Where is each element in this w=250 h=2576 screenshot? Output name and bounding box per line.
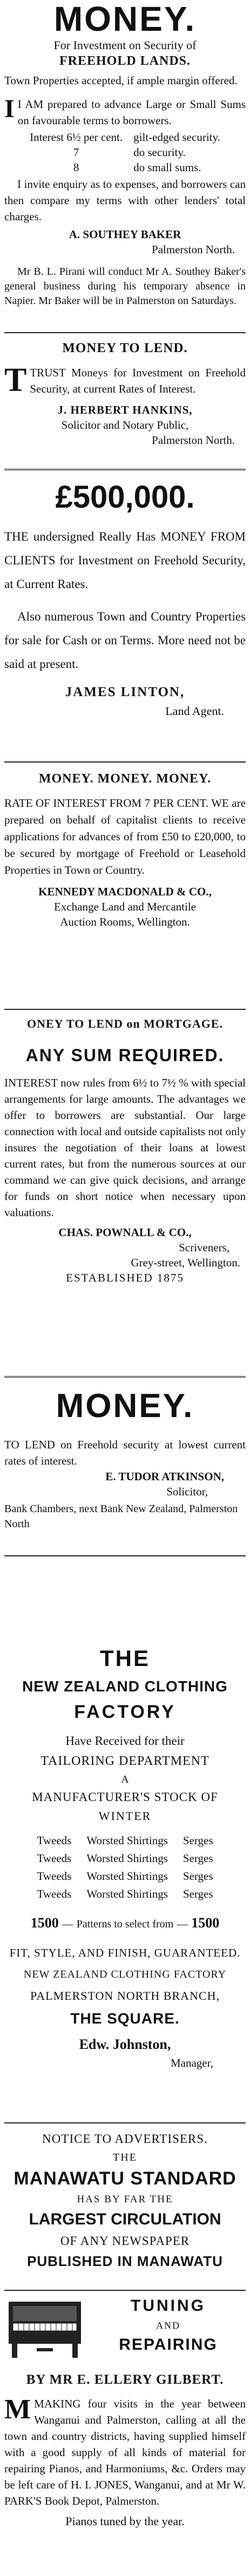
provider-name: BY MR E. ELLERY GILBERT. [26, 2372, 224, 2387]
signer-line: Exchange Land and Mercantile [54, 900, 196, 913]
signer-title: Land Agent. [165, 704, 224, 718]
company-name-repeat: NEW ZEALAND CLOTHING FACTORY [23, 1968, 227, 1980]
piano-icon [4, 2296, 85, 2361]
ad-body: TO LEND on Freehold security at lowest current rates of interest. [4, 1438, 246, 1467]
hankins-ad: MONEY TO LEND. T TRUST Moneys for Investment on Freehold Security, at current Rates of Interest. J. HERBERT HANKINS, Solicitor and Notary Public, Palmerston North. [4, 338, 246, 462]
money-freehold-ad: MONEY. For Investment on Security of FREEHOLD LANDS. Town Properties accepted, if ample margin offered. I I AM prepared to advance Large or Small Sums on favourable terms to borrowers. Interest 6½ per cent. gilt-edged security. 7 do security. 8 do small sums. I invite enquiry as to expenses, and borrowers can then compare my terms with other lenders' total charges. A. SOUTHEY BAKER Palmerston North. Mr B. L. Pirani will conduct Mr A. Southey Baker's general business during his temporary absence in Napier. Mr Baker will be in Palmerston on Saturdays. [4, 0, 246, 329]
ad-line: Have Received for their [65, 1734, 185, 1748]
signer-title: Solicitor, [166, 1485, 208, 1498]
ad-conditions: Town Properties accepted, if ample margin offered. [4, 74, 238, 87]
ad-body-2: I invite enquiry as to expenses, and borrowers can then compare my terms with other lenders' total charges. [4, 178, 246, 223]
ad-the: THE [113, 2152, 137, 2163]
company-name: NEW ZEALAND CLOTHING [22, 1678, 228, 1695]
signer-title: Solicitor and Notary Public, [61, 419, 189, 431]
signer-name: JAMES LINTON, [65, 685, 185, 699]
divider [4, 1009, 246, 1010]
table-row: Tweeds Worsted Shirtings Serges [37, 1887, 213, 1900]
ad-body: INTEREST now rules from 6½ to 7½ % with special arrangements for large amounts. The advantages we offer to borrowers are substantial. Our large connection with local and outside capitalists not only insures the negotiation of their loans at lowest current rates, but from the numerous sources at our command we can give quick decisions, and arrange for funds on short notice when necessary upon valuations. [4, 1076, 246, 1219]
table-row: Tweeds Worsted Shirtings Serges [37, 1852, 213, 1865]
clothing-factory-ad [4, 1642, 246, 2112]
ad-line: TAILORING DEPARTMENT [40, 1754, 210, 1768]
signer-name: E. TUDOR ATKINSON, [105, 1470, 224, 1483]
divider [4, 469, 246, 472]
table-row: Tweeds Worsted Shirtings Serges [37, 1870, 213, 1883]
address-line: THE SQUARE. [70, 2010, 180, 2027]
signer-line: Auction Rooms, Wellington. [60, 915, 190, 928]
table-row: 8 do small sums. [73, 161, 201, 174]
ad-amount: £500,000. [55, 480, 195, 515]
ad-body: THE undersigned Really Has MONEY FROM CLIENTS for Investment on Freehold Security, at Current Rates. [4, 530, 246, 591]
macdonald-ad [4, 767, 246, 1004]
divider [4, 1555, 246, 1556]
ad-body: RATE OF INTEREST FROM 7 PER CENT. WE are prepared on behalf of capitalist clients to receive applications for advances of from £50 to £20,000, to be secured by mortgage of Freehold or Leasehold Properties in Town or Country. [4, 797, 246, 876]
ad-title: TUNING [131, 2297, 206, 2315]
divider [4, 761, 246, 763]
ad-body-2: Also numerous Town and Country Properties for sale for Cash or on Terms. More need not be said at present. [4, 610, 246, 671]
signer-place: Palmerston North. [152, 243, 235, 256]
table-row: Interest 6½ per cent. gilt-edged security. [30, 131, 220, 144]
signer-name: KENNEDY MACDONALD & CO., [38, 885, 212, 898]
divider [4, 2290, 246, 2291]
ad-title: MONEY. [53, 0, 197, 38]
divider [4, 2122, 246, 2123]
ad-title: ONEY TO LEND on MORTGAGE. [26, 1017, 224, 1030]
goods-table [29, 1832, 220, 1903]
piano-tuning-ad: TUNING AND REPAIRING BY MR E. ELLERY GILBERT. M MAKING four visits in the year between Wanganui and Palmerston, calling at all the town and country districts, having supplied himself with a good supply of all kinds of material for repairing Pianos, and Harmoniums, &c. Orders may be left care of H. I. JONES, Wanganui, and at Mr W. PARK'S Book Depot, Palmerston. Pianos tuned by the year. [4, 2294, 246, 2576]
manager-name: Edw. Johnston, [79, 2036, 171, 2052]
ad-title: MONEY TO LEND. [62, 341, 188, 355]
ad-line: LARGEST CIRCULATION [29, 2210, 221, 2228]
ad-body: I AM prepared to advance Large or Small Sums on favourable terms to borrowers. [17, 98, 246, 127]
ad-guarantee: FIT, STYLE, AND FINISH, GUARANTEED. [9, 1946, 241, 1959]
linton-ad [4, 475, 246, 756]
ad-heading: ANY SUM REQUIRED. [25, 1046, 225, 1065]
newspaper-name: MANAWATU STANDARD [13, 2168, 237, 2189]
ad-subtitle: For Investment on Security of [53, 38, 197, 52]
ad-title: MONEY. [56, 1387, 194, 1425]
signer-place: Grey-street, Wellington. [131, 1256, 240, 1269]
ad-subtitle-2: FREEHOLD LANDS. [59, 54, 191, 68]
table-row: Tweeds Worsted Shirtings Serges [37, 1834, 213, 1847]
ad-line: A [121, 1773, 129, 1785]
interest-rates-table [24, 130, 226, 175]
pownall-ad [4, 1013, 246, 1372]
divider [4, 1376, 246, 1379]
table-row: 7 do security. [73, 146, 186, 159]
ad-line: WINTER [98, 1809, 152, 1823]
advertisement-column [4, 0, 246, 2576]
patterns-line: 1500 — Patterns to select from — 1500 [30, 1915, 220, 1931]
ad-line: HAS BY FAR THE [77, 2194, 173, 2205]
signer-name: CHAS. POWNALL & CO., [58, 1226, 192, 1239]
ad-footer: Pianos tuned by the year. [65, 2514, 185, 2528]
ad-line: MANUFACTURER'S STOCK OF [32, 1790, 218, 1804]
ad-and: AND [156, 2320, 180, 2331]
ad-line: OF ANY NEWSPAPER [60, 2234, 190, 2248]
ad-notice: Mr B. L. Pirani will conduct Mr A. Southey Baker's general business during his temporary absence in Napier. Mr Baker will be in Palmerston on Saturdays. [4, 266, 246, 307]
established-line: ESTABLISHED 1875 [66, 1271, 184, 1284]
ad-body: MAKING four visits in the year between Wanganui and Palmerston, calling at all the town and country districts, having supplied himself with a good supply of all kinds of material for repairing Pianos, and Harmoniums, &c. Orders may be left care of H. I. JONES, Wanganui, and at Mr W. PARK'S Book Depot, Palmerston. [4, 2397, 246, 2507]
ad-address: Bank Chambers, next Bank New Zealand, Palmerston North [4, 1503, 238, 1530]
divider [4, 332, 246, 333]
ad-line: PUBLISHED IN MANAWATU [27, 2253, 223, 2269]
signer-title: Scriveners, [179, 1241, 229, 1254]
branch-line: PALMERSTON NORTH BRANCH, [30, 1989, 220, 2002]
ad-body: TRUST Moneys for Investment on Freehold Security, at current Rates of Interest. [30, 366, 246, 395]
ad-notice: NOTICE TO ADVERTISERS. [42, 2132, 208, 2146]
signer-place: Palmerston North. [152, 434, 235, 447]
ad-title: MONEY. MONEY. MONEY. [38, 772, 212, 786]
company-name-2: FACTORY [74, 1702, 176, 1722]
signer-name: A. SOUTHEY BAKER [69, 228, 181, 241]
signer-name: J. HERBERT HANKINS, [57, 403, 193, 416]
manager-title: Manager, [170, 2056, 213, 2069]
ad-title-2: REPAIRING [119, 2336, 218, 2354]
manawatu-standard-ad [4, 2129, 246, 2285]
ad-the: THE [100, 1646, 150, 1671]
atkinson-ad [4, 1381, 246, 1550]
